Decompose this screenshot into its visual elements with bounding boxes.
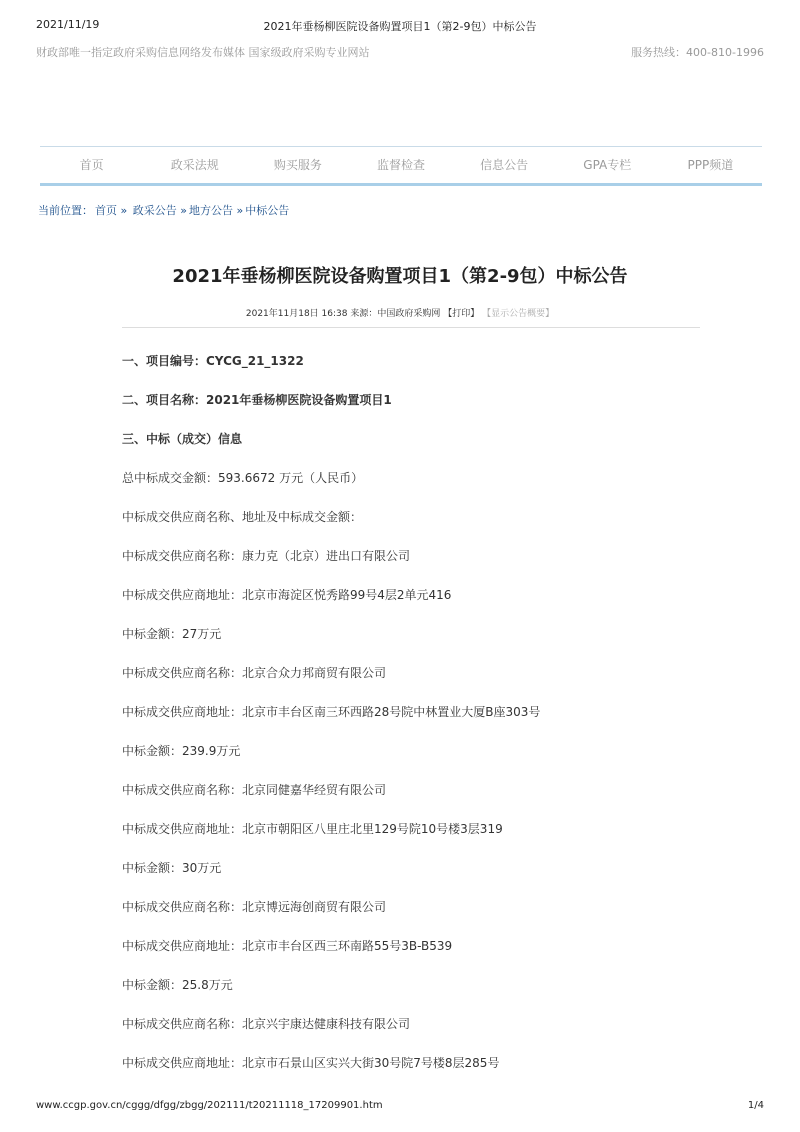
breadcrumb	[38, 202, 291, 218]
nav-item-purchase-services[interactable]: 购买服务	[273, 158, 322, 172]
content-line: 中标成交供应商名称：北京博远海创商贸有限公司	[122, 900, 387, 914]
show-summary-link[interactable]: 【显示公告概要】	[482, 309, 555, 319]
breadcrumb-award-notices[interactable]: 中标公告	[245, 204, 290, 217]
content-line: 中标成交供应商地址：北京市丰台区南三环西路28号院中林置业大厦B座303号	[122, 705, 541, 719]
content-line: 中标成交供应商名称：北京兴宇康达健康科技有限公司	[122, 1017, 411, 1031]
nav-item-gpa[interactable]: GPA专栏	[583, 158, 632, 172]
site-tagline: 财政部唯一指定政府采购信息网络发布媒体 国家级政府采购专业网站	[36, 46, 370, 59]
content-line: 中标金额：30万元	[122, 861, 222, 875]
print-header	[36, 18, 764, 34]
content-line: 中标成交供应商名称：康力克（北京）进出口有限公司	[122, 549, 411, 563]
service-hotline: 服务热线：400-810-1996	[631, 46, 764, 59]
content-line: 中标成交供应商地址：北京市石景山区实兴大街30号院7号楼8层285号	[122, 1056, 500, 1070]
breadcrumb-prefix: 当前位置：	[38, 204, 93, 217]
content-line: 总中标成交金额：593.6672 万元（人民币）	[122, 471, 364, 485]
breadcrumb-home[interactable]: 首页 »	[95, 204, 128, 217]
nav-item-home[interactable]: 首页	[79, 158, 104, 172]
content-line: 中标成交供应商名称、地址及中标成交金额：	[122, 510, 363, 524]
article-meta	[0, 306, 800, 319]
content-line: 中标金额：25.8万元	[122, 978, 233, 992]
breadcrumb-local-notices[interactable]: 地方公告 »	[188, 204, 244, 217]
page-url: www.ccgp.gov.cn/cggg/dfgg/zbgg/202111/t20211118_17209901.htm	[36, 1100, 383, 1111]
nav-item-announcements[interactable]: 信息公告	[480, 158, 529, 172]
main-nav	[40, 146, 762, 186]
content-line: 二、项目名称：2021年垂杨柳医院设备购置项目1	[122, 393, 392, 407]
breadcrumb-procurement-notices[interactable]: 政采公告 »	[132, 204, 187, 217]
content-line: 中标成交供应商地址：北京市海淀区悦秀路99号4层2单元416	[122, 588, 452, 602]
content-line: 中标金额：27万元	[122, 627, 222, 641]
article-content	[122, 352, 722, 1093]
content-line: 中标成交供应商名称：北京同健嘉华经贸有限公司	[122, 783, 387, 797]
nav-item-regulations[interactable]: 政采法规	[170, 158, 219, 172]
publish-info: 2021年11月18日 16:38 来源：中国政府采购网 【打印】	[245, 309, 480, 319]
nav-item-ppp[interactable]: PPP频道	[687, 158, 734, 172]
content-line: 一、项目编号：CYCG_21_1322	[122, 354, 304, 368]
print-page-title: 2021年垂杨柳医院设备购置项目1（第2-9包）中标公告	[263, 20, 537, 33]
nav-item-supervision[interactable]: 监督检查	[376, 158, 425, 172]
site-topbar	[36, 44, 764, 60]
content-line: 中标成交供应商地址：北京市丰台区西三环南路55号3B-B539	[122, 939, 453, 953]
print-date: 2021/11/19	[36, 18, 100, 31]
article-title: 2021年垂杨柳医院设备购置项目1（第2-9包）中标公告	[172, 266, 628, 287]
content-line: 中标成交供应商地址：北京市朝阳区八里庄北里129号院10号楼3层319	[122, 822, 503, 836]
content-line: 中标成交供应商名称：北京合众力邦商贸有限公司	[122, 666, 387, 680]
page-number: 1/4	[747, 1100, 764, 1111]
title-divider	[122, 327, 700, 328]
content-line: 三、中标（成交）信息	[122, 432, 243, 446]
content-line: 中标金额：239.9万元	[122, 744, 241, 758]
